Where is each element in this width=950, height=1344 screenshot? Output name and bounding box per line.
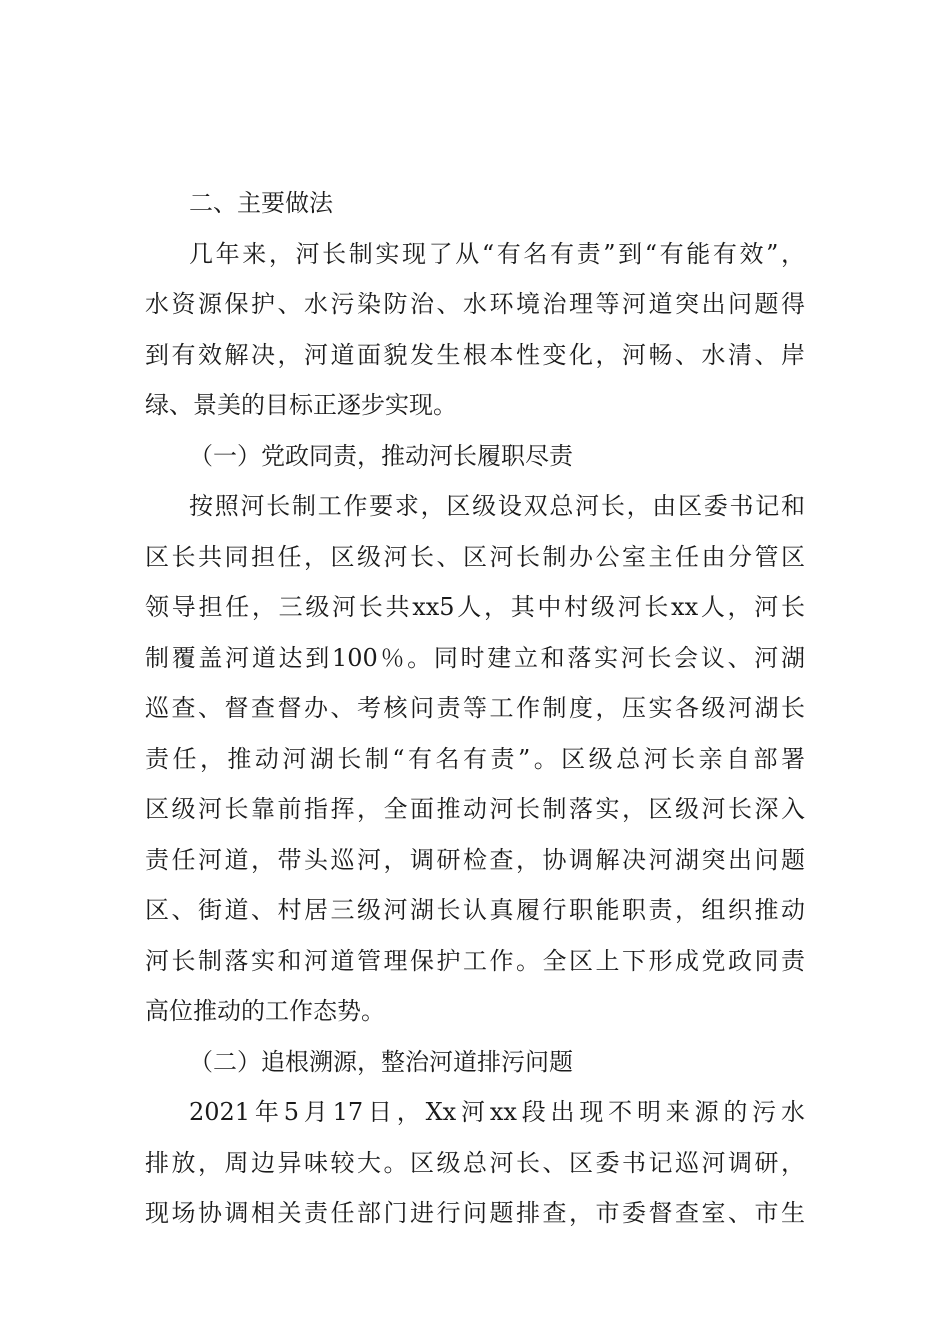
paragraph-line: 责任河道，带头巡河，调研检查，协调解决河湖突出问题: [145, 845, 805, 874]
paragraph-line: 制覆盖河道达到100％。同时建立和落实河长会议、河湖: [145, 643, 805, 672]
paragraph-line: 水资源保护、水污染防治、水环境治理等河道突出问题得: [145, 290, 805, 318]
paragraph-line: 几年来，河长制实现了从“有名有责”到“有能有效”，: [189, 239, 805, 268]
paragraph-line: 区、街道、村居三级河湖长认真履行职能职责，组织推动: [145, 896, 805, 924]
paragraph-line: 区长共同担任，区级河长、区河长制办公室主任由分管区: [145, 542, 805, 571]
paragraph-line: 到有效解决，河道面貌发生根本性变化，河畅、水清、岸: [145, 340, 805, 369]
paragraph-line: 现场协调相关责任部门进行问题排查，市委督查室、市生: [145, 1199, 805, 1227]
paragraph-line: 按照河长制工作要求，区级设双总河长，由区委书记和: [189, 492, 805, 520]
paragraph-line: 巡查、督查督办、考核问责等工作制度，压实各级河湖长: [145, 694, 805, 722]
document-body: [145, 178, 805, 1239]
paragraph-line: 高位推动的工作态势。: [145, 997, 385, 1025]
paragraph-line: 绿、景美的目标正逐步实现。: [145, 391, 457, 419]
paragraph-line: 排放，周边异味较大。区级总河长、区委书记巡河调研，: [145, 1148, 805, 1177]
section-title: 二、主要做法: [189, 189, 333, 217]
paragraph-line: 责任，推动河湖长制“有名有责”。区级总河长亲自部署: [145, 744, 805, 773]
paragraph-line: 河长制落实和河道管理保护工作。全区上下形成党政同责: [145, 946, 805, 975]
paragraph-line: 区级河长靠前指挥，全面推动河长制落实，区级河长深入: [145, 795, 805, 823]
paragraph-line: 领导担任，三级河长共xx5人，其中村级河长xx人，河长: [145, 593, 805, 621]
subheading: （一）党政同责，推动河长履职尽责: [189, 441, 573, 470]
paragraph-line: 2021年5月17日，Xx河xx段出现不明来源的污水: [189, 1098, 805, 1126]
subheading: （二）追根溯源，整治河道排污问题: [189, 1047, 573, 1076]
